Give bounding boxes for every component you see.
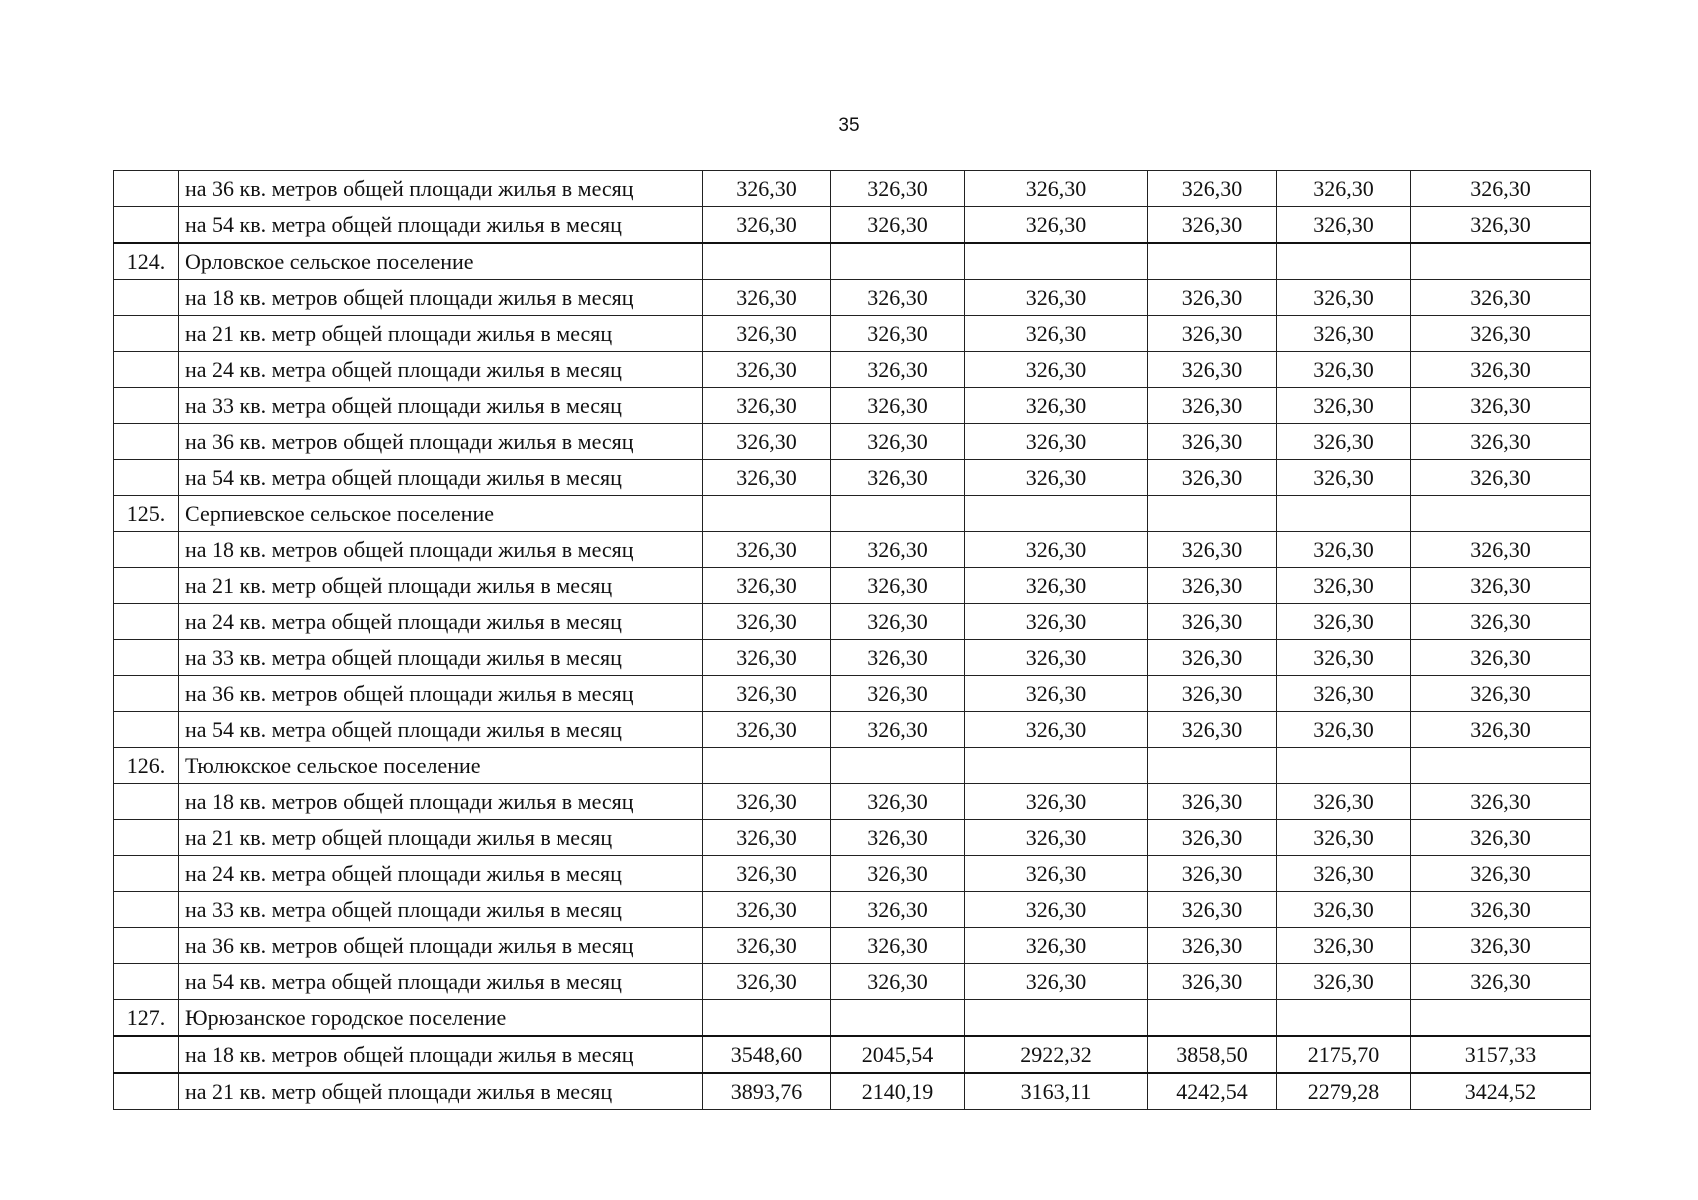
row-number (114, 856, 179, 892)
value-cell-2: 326,30 (831, 640, 965, 676)
table-row (114, 784, 1591, 820)
table-row (114, 352, 1591, 388)
page-number: 35 (838, 115, 860, 136)
value-cell-6: 326,30 (1411, 640, 1591, 676)
value-cell-5: 326,30 (1277, 207, 1411, 244)
value-cell-2: 2140,19 (831, 1073, 965, 1110)
value-cell-1: 326,30 (703, 460, 831, 496)
value-cell-2: 326,30 (831, 784, 965, 820)
area-description: на 18 кв. метров общей площади жилья в месяц (179, 280, 703, 316)
value-cell-3: 326,30 (965, 280, 1148, 316)
value-cell-1 (703, 748, 831, 784)
value-cell-6 (1411, 1000, 1591, 1037)
area-description: на 36 кв. метров общей площади жилья в месяц (179, 424, 703, 460)
value-cell-6: 3157,33 (1411, 1036, 1591, 1073)
value-cell-3 (965, 1000, 1148, 1037)
value-cell-4: 326,30 (1148, 280, 1277, 316)
value-cell-6: 326,30 (1411, 532, 1591, 568)
settlement-header-row (114, 1000, 1591, 1037)
row-number (114, 207, 179, 244)
settlement-header-row (114, 243, 1591, 280)
value-cell-3: 326,30 (965, 892, 1148, 928)
value-cell-4: 326,30 (1148, 712, 1277, 748)
value-cell-2: 326,30 (831, 532, 965, 568)
value-cell-4: 326,30 (1148, 784, 1277, 820)
area-description: на 21 кв. метр общей площади жилья в месяц (179, 820, 703, 856)
value-cell-4 (1148, 243, 1277, 280)
value-cell-2: 326,30 (831, 856, 965, 892)
area-description: на 18 кв. метров общей площади жилья в месяц (179, 784, 703, 820)
value-cell-4: 326,30 (1148, 640, 1277, 676)
value-cell-4: 326,30 (1148, 532, 1277, 568)
value-cell-2: 326,30 (831, 207, 965, 244)
value-cell-1: 326,30 (703, 640, 831, 676)
table-row (114, 460, 1591, 496)
area-description: на 18 кв. метров общей площади жилья в месяц (179, 532, 703, 568)
value-cell-6: 326,30 (1411, 424, 1591, 460)
value-cell-2: 326,30 (831, 388, 965, 424)
row-number (114, 1036, 179, 1073)
row-number (114, 928, 179, 964)
settlement-header-row (114, 748, 1591, 784)
row-number (114, 424, 179, 460)
value-cell-6: 326,30 (1411, 820, 1591, 856)
value-cell-6: 326,30 (1411, 316, 1591, 352)
row-number (114, 316, 179, 352)
value-cell-5: 326,30 (1277, 712, 1411, 748)
value-cell-5: 326,30 (1277, 424, 1411, 460)
row-number (114, 568, 179, 604)
value-cell-4: 3858,50 (1148, 1036, 1277, 1073)
value-cell-3: 326,30 (965, 928, 1148, 964)
value-cell-4: 326,30 (1148, 171, 1277, 207)
table-row (114, 424, 1591, 460)
value-cell-6: 326,30 (1411, 856, 1591, 892)
table-row (114, 676, 1591, 712)
value-cell-1: 326,30 (703, 712, 831, 748)
table-row (114, 928, 1591, 964)
value-cell-6: 326,30 (1411, 280, 1591, 316)
row-number: 127. (114, 1000, 179, 1037)
tariff-table (113, 170, 1591, 1110)
table-row (114, 820, 1591, 856)
area-description: на 18 кв. метров общей площади жилья в месяц (179, 1036, 703, 1073)
value-cell-4: 326,30 (1148, 352, 1277, 388)
value-cell-3: 326,30 (965, 604, 1148, 640)
value-cell-1: 3893,76 (703, 1073, 831, 1110)
value-cell-5: 326,30 (1277, 352, 1411, 388)
area-description: на 54 кв. метра общей площади жилья в месяц (179, 964, 703, 1000)
area-description: на 33 кв. метра общей площади жилья в месяц (179, 388, 703, 424)
value-cell-5: 326,30 (1277, 604, 1411, 640)
value-cell-3: 326,30 (965, 712, 1148, 748)
value-cell-3: 326,30 (965, 532, 1148, 568)
value-cell-3: 2922,32 (965, 1036, 1148, 1073)
value-cell-5: 326,30 (1277, 892, 1411, 928)
value-cell-6 (1411, 243, 1591, 280)
row-number (114, 1073, 179, 1110)
value-cell-1: 326,30 (703, 171, 831, 207)
value-cell-3: 326,30 (965, 316, 1148, 352)
table-row (114, 316, 1591, 352)
value-cell-3: 326,30 (965, 856, 1148, 892)
value-cell-3: 326,30 (965, 676, 1148, 712)
value-cell-1: 326,30 (703, 928, 831, 964)
value-cell-4: 326,30 (1148, 964, 1277, 1000)
row-number (114, 532, 179, 568)
value-cell-4: 326,30 (1148, 856, 1277, 892)
row-number (114, 964, 179, 1000)
table-row (114, 532, 1591, 568)
row-number: 126. (114, 748, 179, 784)
value-cell-3: 326,30 (965, 964, 1148, 1000)
value-cell-5: 326,30 (1277, 460, 1411, 496)
value-cell-4: 326,30 (1148, 568, 1277, 604)
row-number (114, 676, 179, 712)
value-cell-1: 326,30 (703, 568, 831, 604)
value-cell-4: 4242,54 (1148, 1073, 1277, 1110)
value-cell-1: 326,30 (703, 424, 831, 460)
row-number (114, 892, 179, 928)
table-row (114, 388, 1591, 424)
area-description: на 54 кв. метра общей площади жилья в месяц (179, 460, 703, 496)
value-cell-5: 2175,70 (1277, 1036, 1411, 1073)
value-cell-3: 326,30 (965, 640, 1148, 676)
value-cell-4: 326,30 (1148, 316, 1277, 352)
value-cell-1: 326,30 (703, 676, 831, 712)
value-cell-5: 326,30 (1277, 388, 1411, 424)
area-description: на 24 кв. метра общей площади жилья в месяц (179, 352, 703, 388)
value-cell-2: 326,30 (831, 676, 965, 712)
value-cell-5: 326,30 (1277, 928, 1411, 964)
value-cell-1: 3548,60 (703, 1036, 831, 1073)
value-cell-2 (831, 496, 965, 532)
value-cell-5: 326,30 (1277, 676, 1411, 712)
value-cell-3: 326,30 (965, 460, 1148, 496)
value-cell-1: 326,30 (703, 532, 831, 568)
settlement-name: Серпиевское сельское поселение (179, 496, 703, 532)
row-number (114, 280, 179, 316)
value-cell-6: 326,30 (1411, 568, 1591, 604)
value-cell-2: 326,30 (831, 352, 965, 388)
value-cell-4 (1148, 496, 1277, 532)
value-cell-4: 326,30 (1148, 424, 1277, 460)
value-cell-5: 326,30 (1277, 532, 1411, 568)
value-cell-2: 326,30 (831, 316, 965, 352)
value-cell-3 (965, 243, 1148, 280)
value-cell-1: 326,30 (703, 207, 831, 244)
value-cell-2 (831, 1000, 965, 1037)
settlement-name: Орловское сельское поселение (179, 243, 703, 280)
value-cell-5 (1277, 748, 1411, 784)
value-cell-5 (1277, 1000, 1411, 1037)
row-number (114, 352, 179, 388)
table-row (114, 964, 1591, 1000)
value-cell-4: 326,30 (1148, 460, 1277, 496)
value-cell-6: 326,30 (1411, 676, 1591, 712)
area-description: на 21 кв. метр общей площади жилья в месяц (179, 316, 703, 352)
value-cell-4: 326,30 (1148, 820, 1277, 856)
value-cell-2 (831, 748, 965, 784)
value-cell-3: 326,30 (965, 784, 1148, 820)
value-cell-4: 326,30 (1148, 928, 1277, 964)
value-cell-5: 326,30 (1277, 964, 1411, 1000)
table-row (114, 892, 1591, 928)
row-number: 124. (114, 243, 179, 280)
value-cell-2: 326,30 (831, 712, 965, 748)
table-row (114, 856, 1591, 892)
table-row (114, 1036, 1591, 1073)
area-description: на 24 кв. метра общей площади жилья в месяц (179, 604, 703, 640)
value-cell-1: 326,30 (703, 604, 831, 640)
value-cell-6 (1411, 496, 1591, 532)
value-cell-6 (1411, 748, 1591, 784)
value-cell-1: 326,30 (703, 280, 831, 316)
area-description: на 36 кв. метров общей площади жилья в месяц (179, 928, 703, 964)
row-number (114, 460, 179, 496)
value-cell-5: 326,30 (1277, 820, 1411, 856)
value-cell-2 (831, 243, 965, 280)
value-cell-5: 326,30 (1277, 640, 1411, 676)
value-cell-6: 326,30 (1411, 207, 1591, 244)
area-description: на 21 кв. метр общей площади жилья в месяц (179, 568, 703, 604)
value-cell-1: 326,30 (703, 316, 831, 352)
value-cell-2: 326,30 (831, 604, 965, 640)
value-cell-6: 326,30 (1411, 928, 1591, 964)
value-cell-6: 326,30 (1411, 892, 1591, 928)
value-cell-3: 326,30 (965, 352, 1148, 388)
value-cell-5: 326,30 (1277, 316, 1411, 352)
value-cell-2: 326,30 (831, 171, 965, 207)
value-cell-4: 326,30 (1148, 207, 1277, 244)
value-cell-3: 326,30 (965, 568, 1148, 604)
value-cell-3: 326,30 (965, 424, 1148, 460)
area-description: на 24 кв. метра общей площади жилья в месяц (179, 856, 703, 892)
value-cell-3: 326,30 (965, 207, 1148, 244)
table-row (114, 712, 1591, 748)
area-description: на 33 кв. метра общей площади жилья в месяц (179, 892, 703, 928)
area-description: на 33 кв. метра общей площади жилья в месяц (179, 640, 703, 676)
settlement-header-row (114, 496, 1591, 532)
value-cell-6: 326,30 (1411, 460, 1591, 496)
table-row (114, 604, 1591, 640)
area-description: на 54 кв. метра общей площади жилья в месяц (179, 712, 703, 748)
area-description: на 36 кв. метров общей площади жилья в месяц (179, 676, 703, 712)
value-cell-4: 326,30 (1148, 892, 1277, 928)
table-row (114, 280, 1591, 316)
settlement-name: Юрюзанское городское поселение (179, 1000, 703, 1037)
value-cell-3 (965, 496, 1148, 532)
settlement-name: Тюлюкское сельское поселение (179, 748, 703, 784)
value-cell-5: 326,30 (1277, 856, 1411, 892)
area-description: на 36 кв. метров общей площади жилья в месяц (179, 171, 703, 207)
value-cell-1: 326,30 (703, 964, 831, 1000)
table-row (114, 207, 1591, 244)
value-cell-2: 326,30 (831, 460, 965, 496)
value-cell-1 (703, 1000, 831, 1037)
value-cell-1: 326,30 (703, 892, 831, 928)
table-row (114, 568, 1591, 604)
value-cell-6: 326,30 (1411, 352, 1591, 388)
value-cell-5: 326,30 (1277, 280, 1411, 316)
value-cell-2: 2045,54 (831, 1036, 965, 1073)
value-cell-5: 326,30 (1277, 784, 1411, 820)
value-cell-1: 326,30 (703, 388, 831, 424)
value-cell-4: 326,30 (1148, 676, 1277, 712)
row-number (114, 171, 179, 207)
value-cell-6: 326,30 (1411, 784, 1591, 820)
row-number (114, 712, 179, 748)
row-number (114, 604, 179, 640)
value-cell-3 (965, 748, 1148, 784)
row-number (114, 784, 179, 820)
table-row (114, 1073, 1591, 1110)
table-row (114, 640, 1591, 676)
row-number (114, 388, 179, 424)
value-cell-4 (1148, 1000, 1277, 1037)
value-cell-2: 326,30 (831, 928, 965, 964)
value-cell-6: 3424,52 (1411, 1073, 1591, 1110)
area-description: на 21 кв. метр общей площади жилья в месяц (179, 1073, 703, 1110)
value-cell-2: 326,30 (831, 280, 965, 316)
value-cell-2: 326,30 (831, 892, 965, 928)
value-cell-6: 326,30 (1411, 171, 1591, 207)
value-cell-3: 3163,11 (965, 1073, 1148, 1110)
value-cell-2: 326,30 (831, 820, 965, 856)
value-cell-6: 326,30 (1411, 388, 1591, 424)
row-number: 125. (114, 496, 179, 532)
value-cell-3: 326,30 (965, 820, 1148, 856)
value-cell-2: 326,30 (831, 424, 965, 460)
value-cell-2: 326,30 (831, 964, 965, 1000)
value-cell-5: 326,30 (1277, 171, 1411, 207)
value-cell-5: 326,30 (1277, 568, 1411, 604)
value-cell-5 (1277, 243, 1411, 280)
value-cell-2: 326,30 (831, 568, 965, 604)
value-cell-1: 326,30 (703, 352, 831, 388)
value-cell-3: 326,30 (965, 171, 1148, 207)
value-cell-4: 326,30 (1148, 604, 1277, 640)
row-number (114, 820, 179, 856)
value-cell-1: 326,30 (703, 820, 831, 856)
value-cell-4 (1148, 748, 1277, 784)
value-cell-6: 326,30 (1411, 964, 1591, 1000)
value-cell-4: 326,30 (1148, 388, 1277, 424)
table-row (114, 171, 1591, 207)
value-cell-1 (703, 496, 831, 532)
value-cell-1: 326,30 (703, 784, 831, 820)
area-description: на 54 кв. метра общей площади жилья в месяц (179, 207, 703, 244)
table-body (114, 171, 1591, 1110)
value-cell-5: 2279,28 (1277, 1073, 1411, 1110)
value-cell-1: 326,30 (703, 856, 831, 892)
row-number (114, 640, 179, 676)
value-cell-3: 326,30 (965, 388, 1148, 424)
value-cell-1 (703, 243, 831, 280)
value-cell-6: 326,30 (1411, 604, 1591, 640)
value-cell-5 (1277, 496, 1411, 532)
value-cell-6: 326,30 (1411, 712, 1591, 748)
